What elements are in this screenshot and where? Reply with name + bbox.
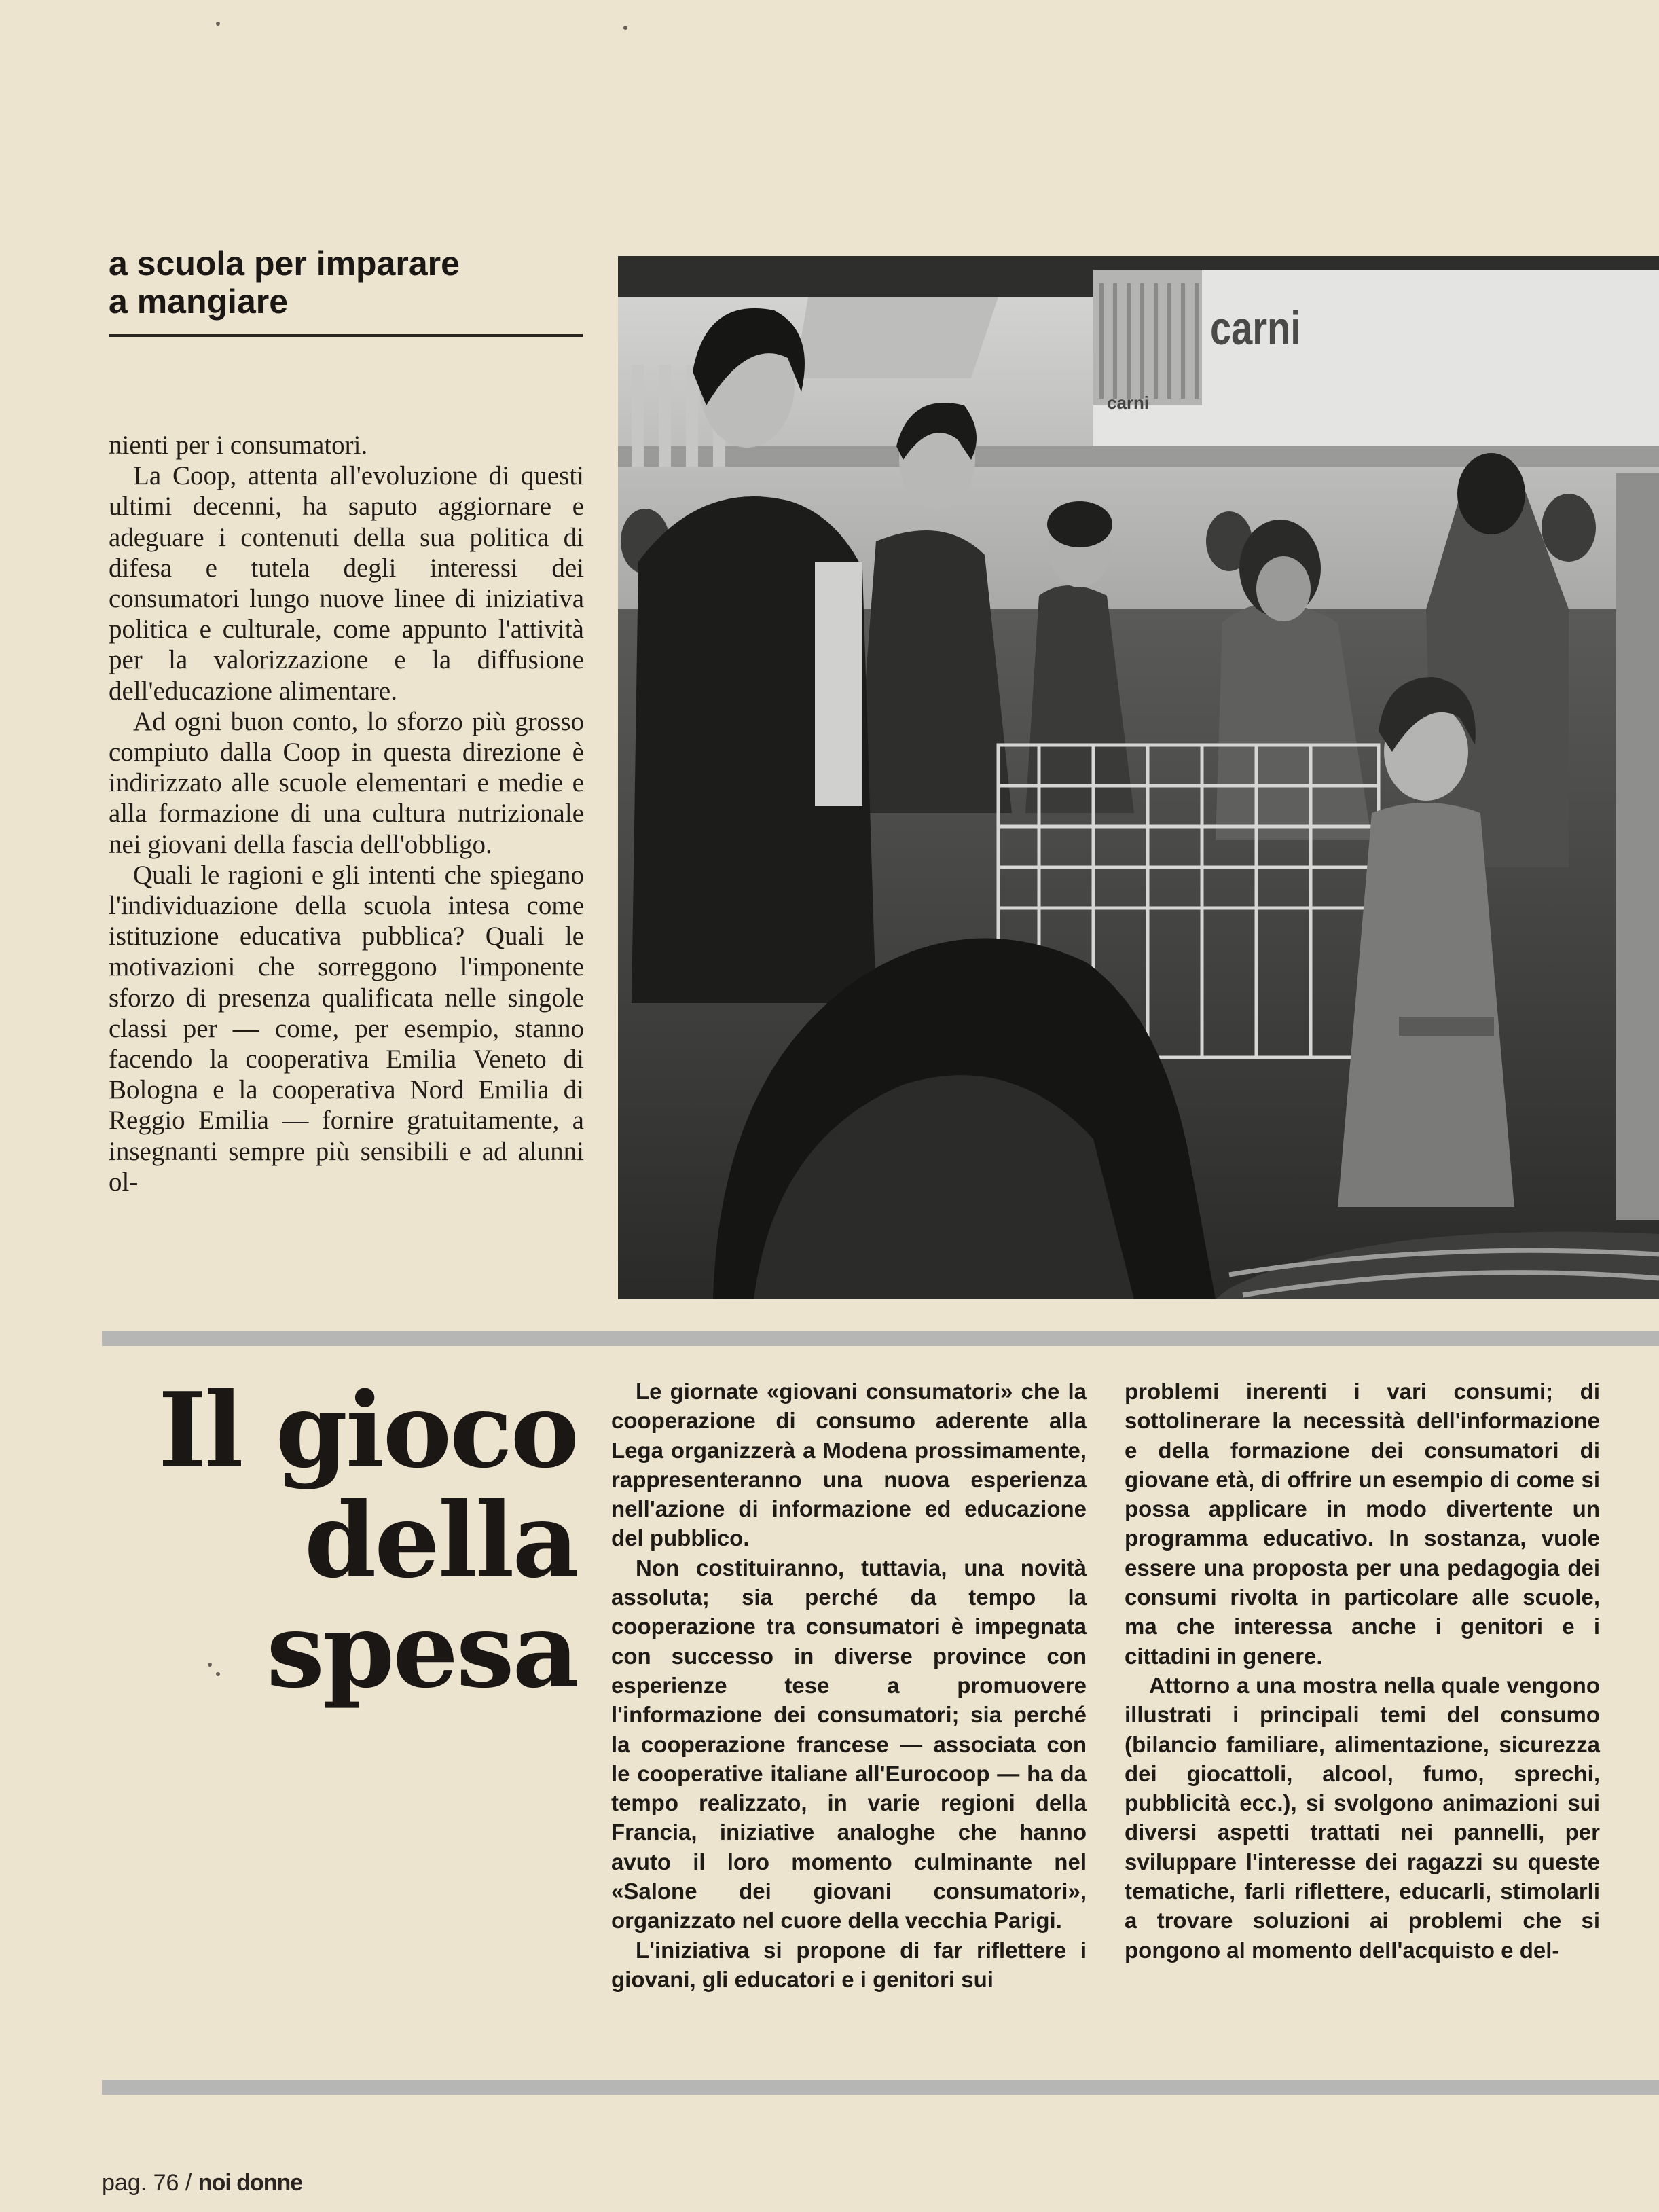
section-title-line2: a mangiare — [109, 283, 289, 321]
top-paragraph-2: La Coop, attenta all'evoluzione di questi ultimi decenni, ha saputo aggiornare e adeguare i contenuti della sua politica di difesa e tutela degli interessi dei consumatori lungo nuove linee di iniziativa politica e culturale, come appunto l'attività per la valorizzazione e la diffusione dell'educazione alimentare. — [109, 461, 584, 706]
bottom-col2-paragraph-1: problemi inerenti i vari consumi; di sottolinerare la necessità dell'informazione e della formazione dei consumatori di giovane età, di offrire un esempio di come si possa applicare in modo divertente un programma educativo. In sostanza, vuole essere una proposta per una pedagogia dei consumi rivolta in particolare alle scuole, ma che interessa anche i genitori e i cittadini in genere. — [1125, 1379, 1600, 1669]
section-divider — [109, 334, 583, 337]
top-article-column — [109, 430, 584, 1197]
page-footer — [102, 2170, 302, 2196]
publication-name: noi donne — [198, 2170, 303, 2196]
separator-band-bottom — [102, 2080, 1659, 2095]
bottom-column-2 — [1125, 1377, 1600, 1965]
print-speck — [216, 22, 220, 26]
top-paragraph-3: Ad ogni buon conto, lo sforzo più grosso compiuto dalla Coop in questa direzione è indirizzato alle scuole elementari e medie e alla formazione di una cultura nutrizionale nei giovani della fascia dell'obbligo. — [109, 706, 584, 859]
headline-line3: spesa — [266, 1589, 577, 1711]
bottom-column-1 — [611, 1377, 1087, 1994]
bottom-col1-paragraph-1: Le giornate «giovani consumatori» che la cooperazione di consumo aderente alla Lega organizzerà a Modena prossimamente, rappresenteranno una nuova esperienza nell'azione di informazione ed educazione del pubblico. — [611, 1379, 1087, 1551]
separator-band-top — [102, 1331, 1659, 1346]
supermarket-photo — [618, 256, 1659, 1299]
print-speck — [623, 26, 627, 30]
print-speck — [216, 1672, 220, 1676]
top-paragraph-1: nienti per i consumatori. — [109, 431, 368, 460]
section-title-line1: a scuola per imparare — [109, 244, 460, 283]
print-speck — [208, 1663, 212, 1667]
page-number: pag. 76 / — [102, 2170, 192, 2196]
bottom-col2-paragraph-2: Attorno a una mostra nella quale vengono illustrati i principali temi del consumo (bilancio familiare, alimentazione, sicurezza dei giocattoli, alcool, fumo, sprechi, pubblicità ecc.), si svolgono animazioni sui diversi aspetti trattati nei pannelli, per sviluppare l'interesse dei ragazzi su queste tematiche, farli riflettere, educarli, stimolarli a trovare soluzioni ai problemi che si pongono al momento dell'acquisto e del- — [1125, 1672, 1600, 1963]
supermarket-photo-illustration — [618, 256, 1659, 1299]
carni-sign: carni — [1210, 302, 1301, 355]
headline — [149, 1369, 577, 1711]
section-title — [109, 244, 584, 321]
carni-sign-small: carni — [1107, 393, 1150, 413]
bottom-col1-paragraph-2: Non costituiranno, tuttavia, una novità assoluta; sia perché da tempo la cooperazione tra consumatori è impegnata con successo in diverse province con esperienze tese a promuovere l'informazione dei consumatori; sia perché la cooperazione francese — associata con le cooperative italiane all'Eurocoop — ha da tempo realizzato, in varie regioni della Francia, iniziative analoghe che hanno avuto il loro momento culminante nel «Salone dei giovani consumatori», organizzato nel cuore della vecchia Parigi. — [611, 1555, 1087, 1934]
headline-line1: Il gioco — [158, 1369, 577, 1491]
bottom-col1-paragraph-3: L'iniziativa si propone di far riflettere i giovani, gli educatori e i genitori sui — [611, 1937, 1087, 1992]
headline-line2: della — [304, 1479, 577, 1601]
top-paragraph-4: Quali le ragioni e gli intenti che spiegano l'individuazione della scuola intesa come istituzione educativa pubblica? Quali le motivazioni che sorreggono l'imponente sforzo di presenza qualificata nelle singole classi per — come, per esempio, stanno facendo la cooperativa Emilia Veneto di Bologna e la cooperativa Nord Emilia di Reggio Emilia — fornire gratuitamente, a insegnanti sempre più sensibili e ad alunni ol- — [109, 860, 584, 1197]
